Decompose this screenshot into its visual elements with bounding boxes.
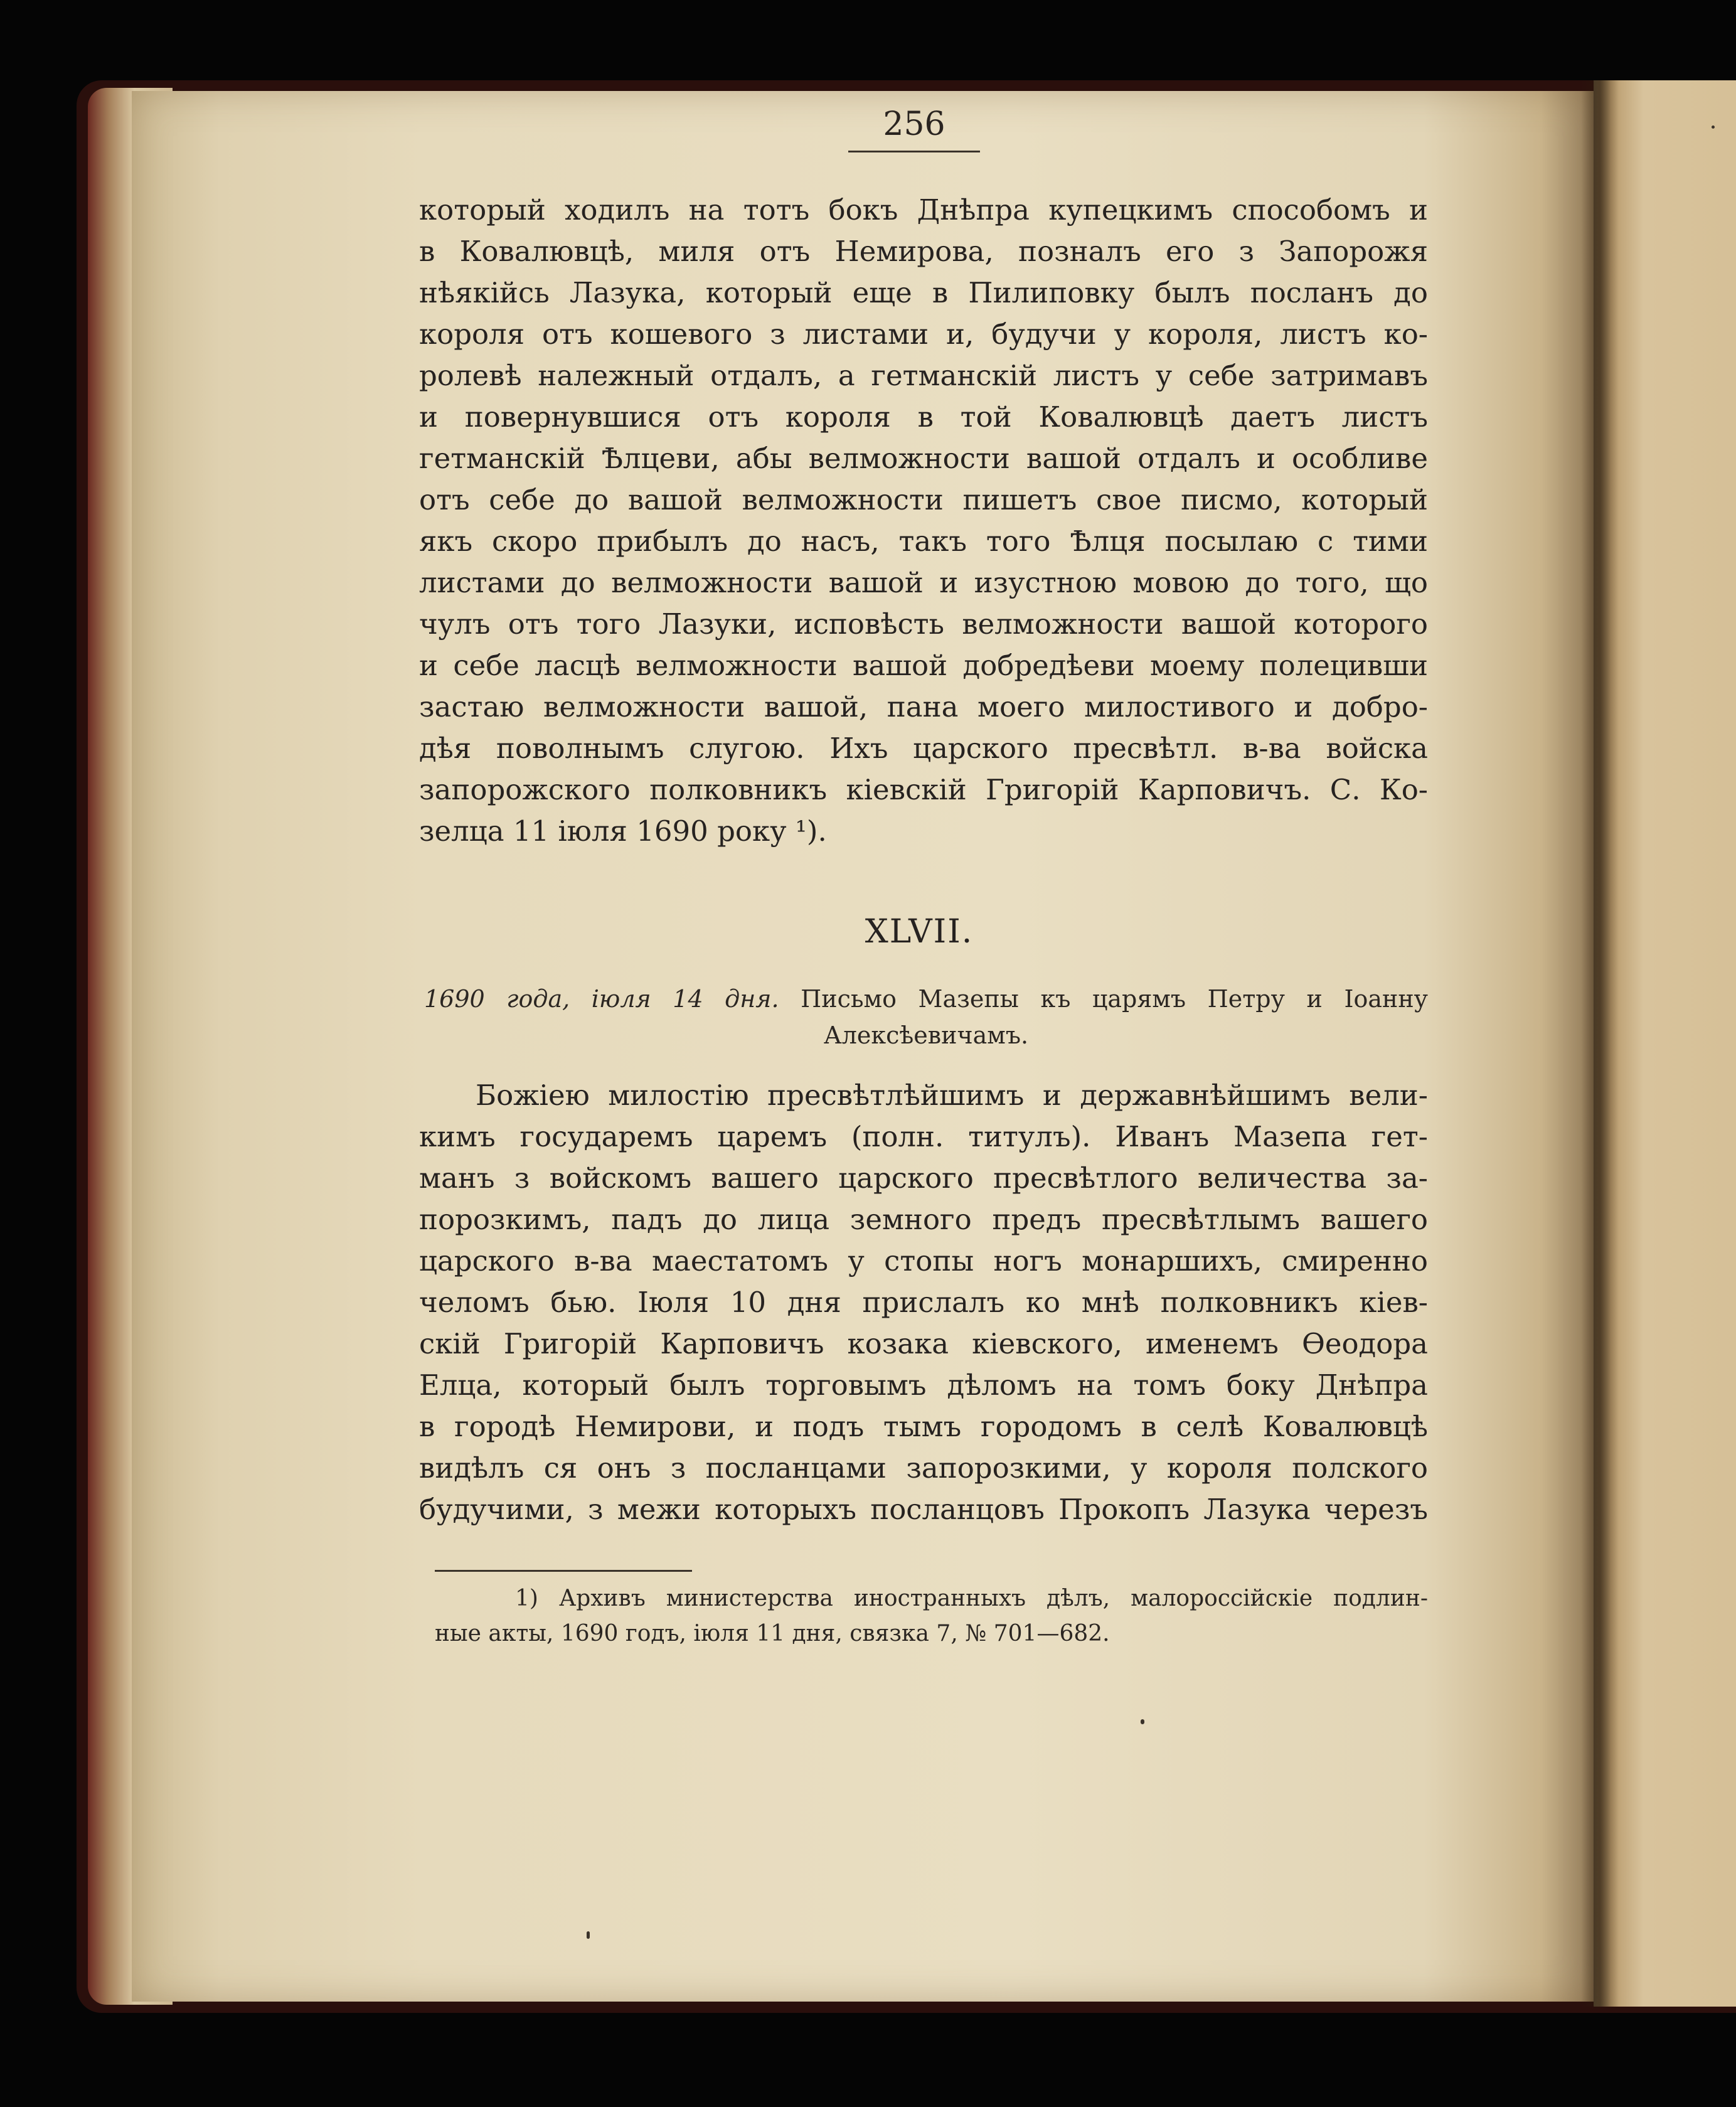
text-line: манъ з войскомъ вашего царского пресвѣтлого величества за- — [419, 1161, 1428, 1195]
text-line: царского в-ва маестатомъ у стопы ногъ монаршихъ, смиренно — [419, 1244, 1428, 1278]
paper-speck — [587, 1931, 590, 1939]
text-line: который ходилъ на тотъ бокъ Днѣпра купецкимъ способомъ и — [419, 193, 1428, 227]
text-line: скій Григорій Карповичъ козака кіевского, именемъ Ѳеодора — [419, 1327, 1428, 1360]
text-line: в городѣ Немирови, и подъ тымъ городомъ в селѣ Ковалювцѣ — [419, 1410, 1428, 1443]
gutter-shadow — [1581, 80, 1619, 2007]
paragraph-2 — [419, 1075, 1428, 1530]
heading-line-2: Алексѣевичамъ. — [823, 1021, 1029, 1049]
heading-title: Письмо Мазепы къ царямъ Петру и Іоанну — [801, 985, 1429, 1013]
text-line: будучими, з межи которыхъ посланцовъ Прокопъ Лазука черезъ — [419, 1493, 1428, 1526]
text-line: порозкимъ, падъ до лица земного предъ пресвѣтлымъ вашего — [419, 1203, 1428, 1236]
text-line: листами до велможности вашой и изустною мовою до того, що — [419, 566, 1428, 599]
footnote — [435, 1581, 1428, 1651]
text-line: и себе ласцѣ велможности вашой добредѣеви моему полецивши — [419, 649, 1428, 682]
text-line: гетманскій Ѣлцеви, абы велможности вашой отдалъ и особливе — [419, 442, 1428, 475]
text-line: и повернувшися отъ короля в той Ковалювцѣ даетъ листъ — [419, 400, 1428, 434]
text-line: челомъ бью. Іюля 10 дня прислалъ ко мнѣ полковникъ кіев- — [419, 1286, 1428, 1319]
text-line: чулъ отъ того Лазуки, исповѣсть велможности вашой которого — [419, 607, 1428, 641]
heading-date: 1690 года, іюля 14 дня. — [424, 985, 779, 1013]
text-line: дѣя поволнымъ слугою. Ихъ царского пресвѣтл. в-ва войска — [419, 732, 1428, 765]
section-number: XLVII. — [865, 913, 974, 951]
page-number-rule — [848, 151, 980, 152]
text-line: в Ковалювцѣ, миля отъ Немирова, позналъ его з Запорожя — [419, 235, 1428, 268]
text-line: застаю велможности вашой, пана моего милостивого и добро- — [419, 690, 1428, 723]
text-line: Божіею милостію пресвѣтлѣйшимъ и державнѣйшимъ вели- — [476, 1079, 1428, 1112]
text-line: отъ себе до вашой велможности пишетъ свое писмо, который — [419, 483, 1428, 516]
text-line: зелца 11 іюля 1690 року ¹). — [419, 814, 827, 848]
text-line: якъ скоро прибылъ до насъ, такъ того Ѣлця посылаю с тими — [419, 525, 1428, 558]
paper-speck — [1712, 125, 1715, 129]
text-line: нѣякійсь Лазука, который еще в Пилиповку былъ посланъ до — [419, 276, 1428, 309]
footnote-line: 1) Архивъ министерства иностранныхъ дѣлъ, малороссійскіе подлин- — [515, 1586, 1428, 1611]
page-number: 256 — [883, 105, 945, 143]
document-heading — [424, 981, 1428, 1054]
text-line: короля отъ кошевого з листами и, будучи у короля, листъ ко- — [419, 317, 1428, 351]
text-line: Елца, который былъ торговымъ дѣломъ на томъ боку Днѣпра — [419, 1368, 1428, 1402]
heading-line-1 — [424, 981, 1428, 1017]
text-line: запорожского полковникъ кіевскій Григорій Карповичъ. С. Ко- — [419, 773, 1428, 806]
text-line: ролевѣ належный отдалъ, а гетманскій листъ у себе затримавъ — [419, 359, 1428, 392]
paper-speck — [1141, 1719, 1144, 1724]
text-line: видѣлъ ся онъ з посланцами запорозкими, у короля полского — [419, 1451, 1428, 1485]
paragraph-1 — [419, 189, 1428, 852]
text-line: кимъ государемъ царемъ (полн. титулъ). Иванъ Мазепа гет- — [419, 1120, 1428, 1153]
footnote-line: ные акты, 1690 годъ, іюля 11 дня, связка 7, № 701—682. — [435, 1621, 1110, 1646]
footnote-rule — [435, 1570, 692, 1572]
